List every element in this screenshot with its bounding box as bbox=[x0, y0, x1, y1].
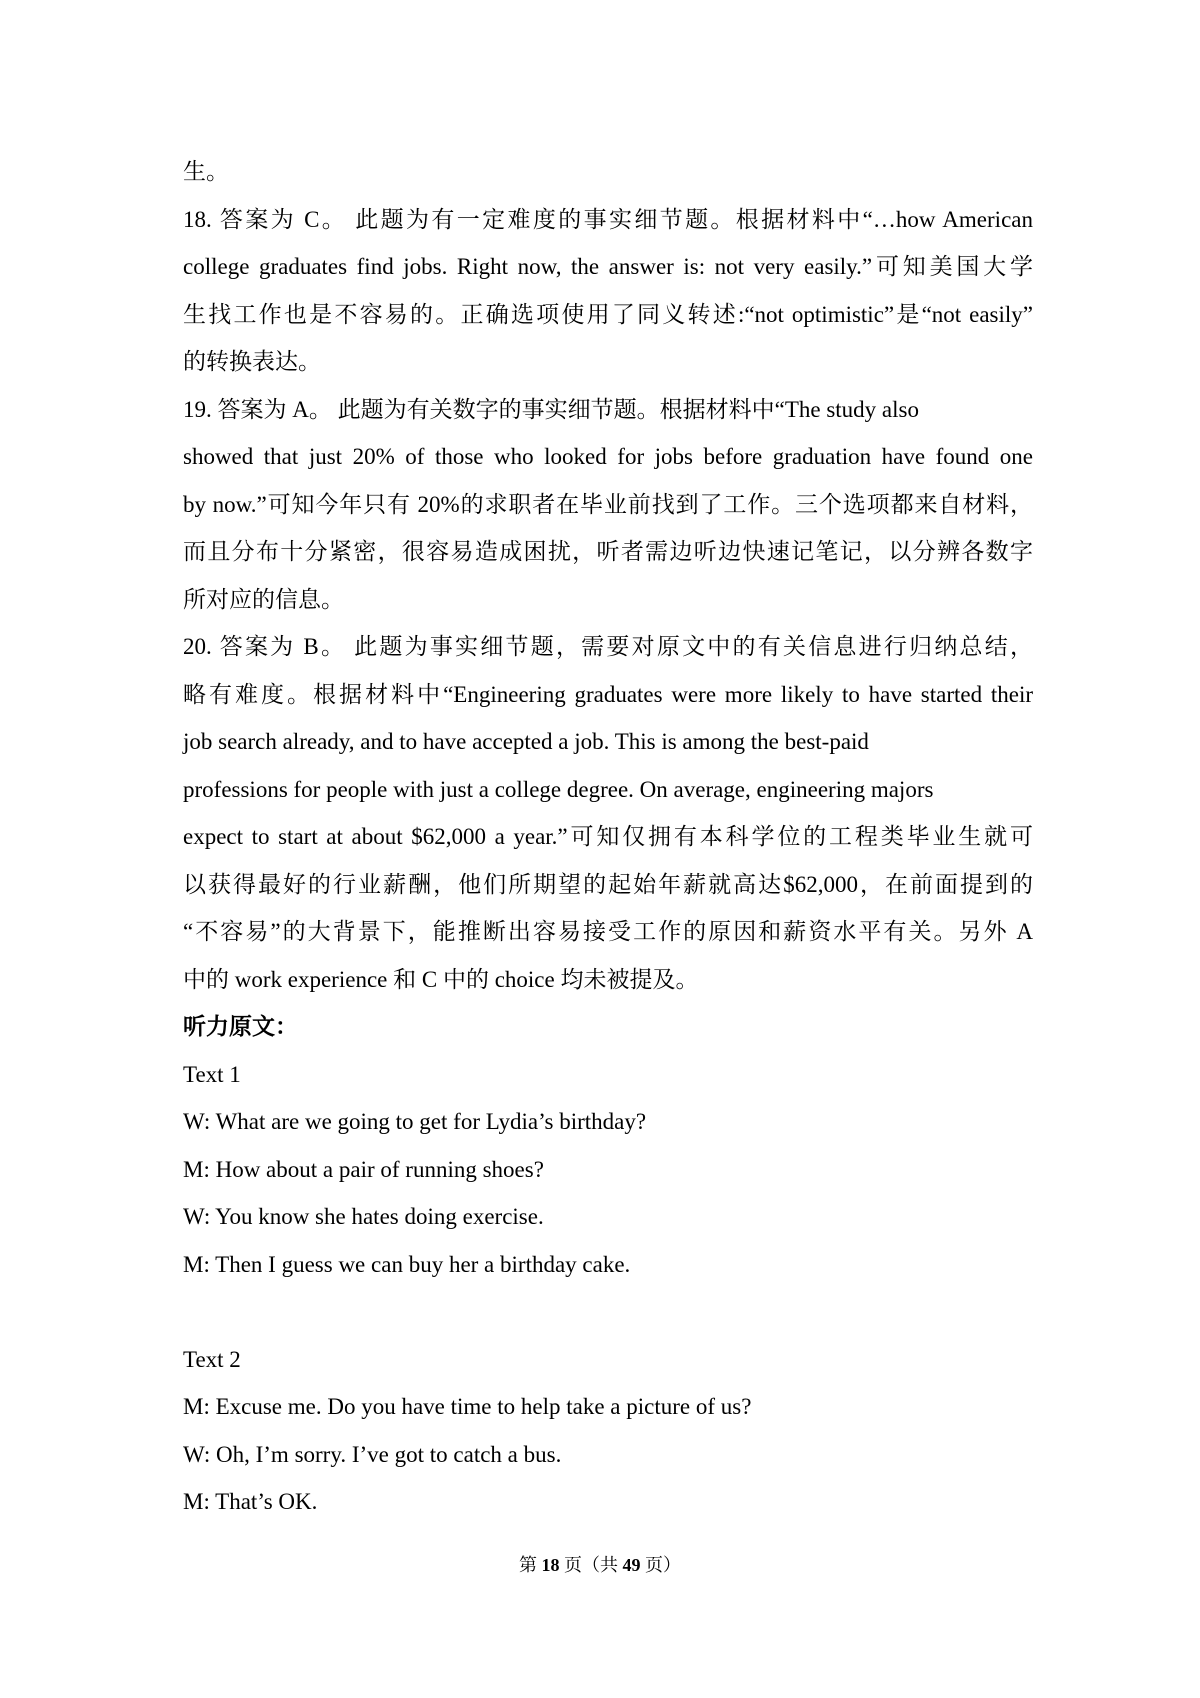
text-line: college graduates find jobs. Right now, the answer is: not very easily.”可知美国大学 bbox=[183, 254, 1033, 279]
text-line: 20. 答案为 B。 此题为事实细节题，需要对原文中的有关信息进行归纳总结， bbox=[183, 634, 1033, 659]
text-line: 而且分布十分紧密，很容易造成困扰，听者需边听边快速记笔记，以分辨各数字 bbox=[183, 539, 1033, 564]
page-number-footer bbox=[0, 1552, 1200, 1578]
text-line: 生找工作也是不容易的。正确选项使用了同义转述:“not optimistic”是“not easily” bbox=[183, 301, 1033, 327]
text-line: Text 1 bbox=[183, 1061, 241, 1087]
blank-line bbox=[183, 1288, 1033, 1336]
text-line: 略有难度。根据材料中“Engineering graduates were more likely to have started their bbox=[183, 681, 1033, 707]
dialogue-line: W: You know she hates doing exercise. bbox=[183, 1204, 544, 1229]
text-line: professions for people with just a college degree. On average, engineering majors bbox=[183, 776, 934, 802]
text-line: “不容易”的大背景下，能推断出容易接受工作的原因和薪资水平有关。另外 A bbox=[183, 919, 1033, 944]
current-page-number: 18 bbox=[541, 1555, 560, 1575]
text-line: Text 2 bbox=[183, 1346, 241, 1372]
page-body bbox=[183, 148, 1033, 1526]
footer-prefix: 第 bbox=[519, 1555, 542, 1575]
dialogue-line: M: That’s OK. bbox=[183, 1489, 318, 1514]
dialogue-line: W: Oh, I’m sorry. I’ve got to catch a bus. bbox=[183, 1441, 562, 1467]
text-line: expect to start at about $62,000 a year.”可知仅拥有本科学位的工程类毕业生就可 bbox=[183, 824, 1033, 849]
total-page-count: 49 bbox=[622, 1555, 641, 1575]
text-line: job search already, and to have accepted a job. This is among the best-paid bbox=[183, 729, 869, 754]
footer-middle: 页（共 bbox=[559, 1555, 623, 1575]
dialogue-line: M: Then I guess we can buy her a birthday cake. bbox=[183, 1251, 631, 1277]
dialogue-line: M: How about a pair of running shoes? bbox=[183, 1156, 544, 1182]
text-line: 中的 work experience 和 C 中的 choice 均未被提及。 bbox=[183, 966, 699, 992]
footer-suffix: 页） bbox=[640, 1555, 681, 1575]
section-heading: 听力原文： bbox=[183, 1014, 298, 1039]
text-line: 19. 答案为 A。 此题为有关数字的事实细节题。根据材料中“The study also bbox=[183, 396, 919, 422]
text-line: 的转换表达。 bbox=[183, 349, 321, 374]
dialogue-line: M: Excuse me. Do you have time to help take a picture of us? bbox=[183, 1394, 752, 1419]
text-line: by now.”可知今年只有 20%的求职者在毕业前找到了工作。三个选项都来自材料， bbox=[183, 491, 1033, 517]
text-line: 生。 bbox=[183, 159, 229, 184]
text-line: 18. 答案为 C。 此题为有一定难度的事实细节题。根据材料中“…how American bbox=[183, 206, 1033, 232]
dialogue-line: W: What are we going to get for Lydia’s birthday? bbox=[183, 1109, 647, 1134]
text-line: showed that just 20% of those who looked for jobs before graduation have found one bbox=[183, 444, 1033, 469]
text-line: 以获得最好的行业薪酬，他们所期望的起始年薪就高达$62,000，在前面提到的 bbox=[183, 871, 1033, 897]
text-line: 所对应的信息。 bbox=[183, 586, 344, 612]
